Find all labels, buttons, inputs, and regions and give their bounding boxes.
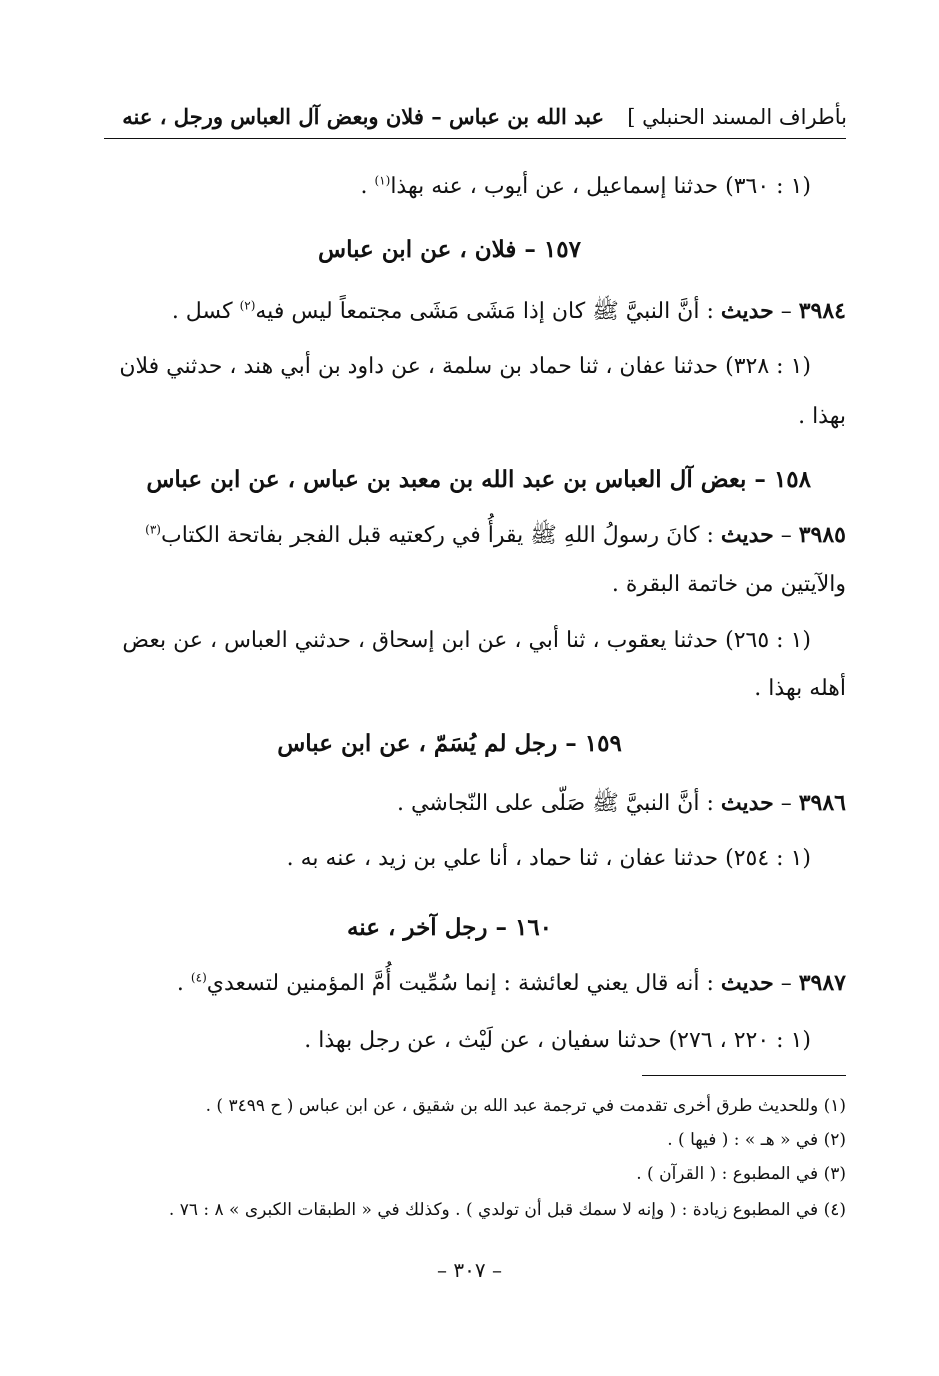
source-line: [360, 170, 811, 204]
chapter-heading-158: ١٥٨ – بعض آل العباس بن عبد الله بن معبد بن عباس ، عن ابن عباس: [146, 466, 811, 493]
source-3984-line2: بهذا .: [798, 404, 846, 429]
hadith-number: ٣٩٨٤: [798, 298, 846, 324]
source-text: (١ : ٣٦٠) حدثنا إسماعيل ، عن أيوب ، عنه بهذا: [390, 174, 811, 199]
chapter-heading-157: ١٥٧ – فلان ، عن ابن عباس: [318, 236, 581, 263]
hadith-text: : أنَّ النبيَّ ﷺ كان إذا مَشَى مَشَى مجتمعاً ليس فيه: [255, 299, 721, 324]
hadith-text: : كانَ رسولُ اللهِ ﷺ يقرأُ في ركعتيه قبل الفجر بفاتحة الكتاب: [160, 523, 721, 548]
hadith-dash: –: [773, 971, 799, 996]
hadith-keyword: حديث: [720, 970, 774, 996]
footnote-rule: [642, 1075, 846, 1076]
hadith-3985-line2: والآيتين من خاتمة البقرة .: [611, 572, 846, 597]
footnote-ref: (١): [374, 173, 391, 188]
source-3987-line1: (١ : ٢٢٠ ، ٢٧٦) حدثنا سفيان ، عن لَيْث ، عن رجل بهذا .: [304, 1028, 811, 1053]
chapter-heading-160: ١٦٠ – رجل آخر ، عنه: [346, 914, 553, 941]
header-rule: [104, 138, 846, 139]
footnote-1: (١) وللحديث طرق أخرى تقدمت في ترجمة عبد الله بن شقيق ، عن ابن عباس ( ح ٣٤٩٩ ) .: [205, 1096, 846, 1116]
footnote-ref: (٤): [190, 970, 207, 985]
hadith-keyword: حديث: [720, 790, 774, 816]
page-number: – ٣٠٧ –: [437, 1258, 502, 1282]
hadith-dash: –: [773, 523, 799, 548]
footnote-3: (٣) في المطبوع : ( القرآن ) .: [636, 1164, 846, 1184]
footnote-2: (٢) في « هـ » : ( فيها ) .: [667, 1130, 846, 1150]
hadith-3986: [397, 786, 846, 820]
source-3985-line2: أهله بهذا .: [754, 676, 846, 701]
hadith-tail: كسل .: [171, 299, 240, 324]
hadith-number: ٣٩٨٧: [798, 970, 846, 996]
hadith-3985: [145, 518, 846, 552]
chapter-heading-159: ١٥٩ – رجل لم يُسَمّ ، عن ابن عباس: [277, 730, 622, 757]
hadith-number: ٣٩٨٦: [798, 790, 846, 816]
hadith-keyword: حديث: [720, 522, 774, 548]
hadith-dash: –: [773, 299, 799, 324]
source-3986-line1: (١ : ٢٥٤) حدثنا عفان ، ثنا حماد ، أنا علي بن زيد ، عنه به .: [286, 846, 811, 871]
hadith-3987: [177, 966, 846, 1000]
hadith-tail: .: [176, 971, 191, 996]
running-header-section-title: عبد الله بن عباس – فلان وبعض آل العباس ورجل ، عنه: [122, 104, 604, 129]
hadith-text: : أنه قال يعني لعائشة : إنما سُمِّيت أُمَّ المؤمنين لتسعدي: [206, 971, 721, 996]
footnote-ref: (٣): [145, 522, 161, 537]
hadith-3984: [172, 294, 846, 328]
hadith-number: ٣٩٨٥: [798, 522, 846, 548]
hadith-text: : أنَّ النبيَّ ﷺ صَلّى على النّجاشي .: [397, 791, 721, 816]
source-3984-line1: (١ : ٣٢٨) حدثنا عفان ، ثنا حماد بن سلمة ، عن داود بن أبي هند ، حدثني فلان: [119, 354, 811, 379]
footnote-ref: (٢): [239, 298, 256, 313]
hadith-keyword: حديث: [720, 298, 774, 324]
source-3985-line1: (١ : ٢٦٥) حدثنا يعقوب ، ثنا أبي ، عن ابن إسحاق ، حدثني العباس ، عن بعض: [122, 628, 811, 653]
source-tail: .: [360, 174, 375, 199]
running-header-book-title: بأطراف المسند الحنبلي ]: [627, 105, 847, 129]
footnote-4: (٤) في المطبوع زيادة : ( وإنه لا سمك قبل أن تولدي ) . وكذلك في « الطبقات الكبرى » ٨ : ٧٦ .: [168, 1200, 846, 1220]
hadith-dash: –: [773, 791, 799, 816]
